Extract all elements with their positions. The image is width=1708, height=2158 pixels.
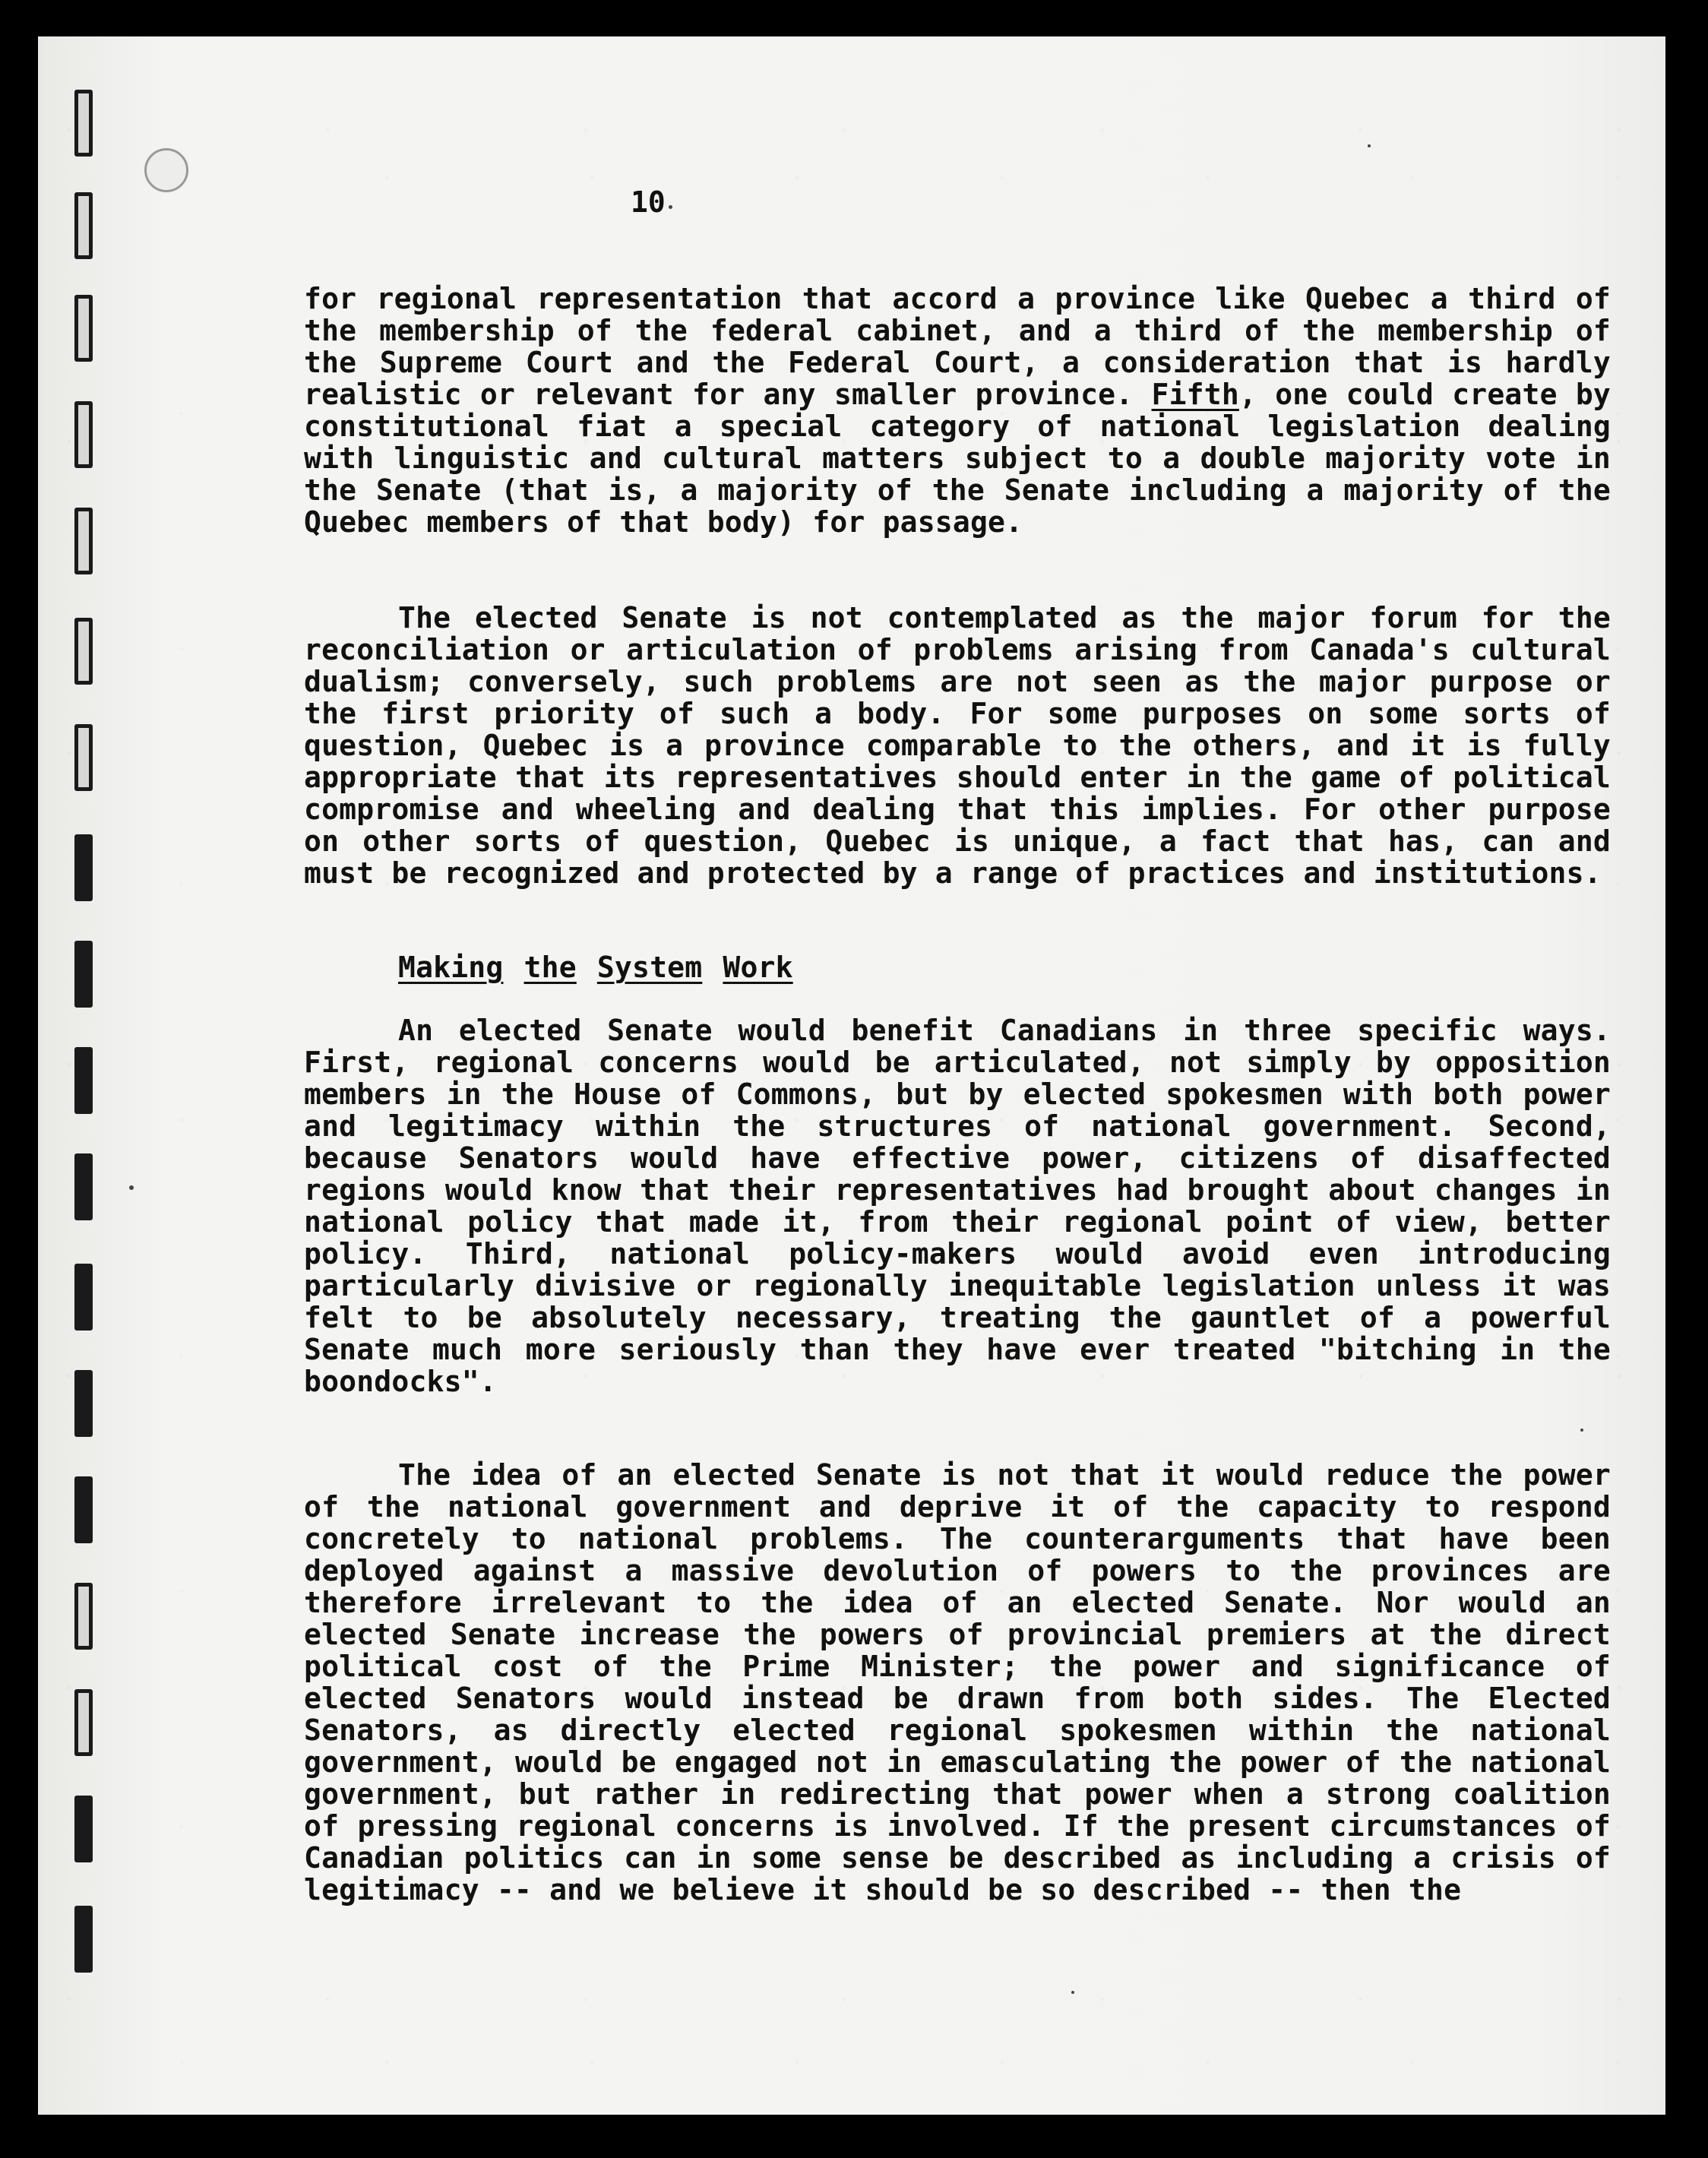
scan-speck: [669, 205, 672, 209]
binder-ring: [74, 1264, 93, 1331]
binder-rings: [38, 36, 144, 2115]
binder-ring: [74, 1047, 93, 1114]
binder-ring: [74, 1796, 93, 1862]
paragraph-text: for regional representation that accord a province like Quebec a third of the membership of the federal cabinet, and a third of the membership of the Supreme Court and the Federal Court, a consideration that is hardly realistic or relevant for any smaller province.: [304, 282, 1611, 411]
heading-word: Work: [723, 951, 793, 984]
scan-speck: [1368, 144, 1371, 147]
section-heading: [398, 951, 793, 983]
emphasis-fifth: Fifth: [1151, 378, 1239, 411]
scan-speck: [1071, 1991, 1074, 1994]
binder-ring: [74, 1370, 93, 1437]
binder-ring: [74, 90, 93, 157]
heading-word: System: [596, 951, 703, 984]
binder-ring: [74, 192, 93, 259]
paragraph-cultural-dualism: The elected Senate is not contemplated as the major forum for the reconciliation or articulation of problems arising from Canada's cultural dualism; conversely, such problems are not seen as the major purpose or the first priority of such a body. For some purposes on some sorts of question, Quebec is a province comparable to the others, and it is fully appropriate that its representatives should enter in the game of political compromise and wheeling and dealing that this implies. For other purpose on other sorts of question, Quebec is unique, a fact that has, can and must be recognized and protected by a range of practices and institutions.: [304, 601, 1611, 890]
paragraph-regional-representation: [304, 283, 1611, 538]
paragraph-elected-senate-idea: The idea of an elected Senate is not that it would reduce the power of the national government and deprive it of the capacity to respond concretely to national problems. The counterarguments that have been deployed against a massive devolution of powers to the provinces are therefore irrelevant to the idea of an elected Senate. Nor would an elected Senate increase the powers of provincial premiers at the direct political cost of the Prime Minister; the power and significance of elected Senators would instead be drawn from both sides. The Elected Senators, as directly elected regional spokesmen within the national government, would be engaged not in emasculating the power of the national government, but rather in redirecting that power when a strong coalition of pressing regional concerns is involved. If the present circumstances of Canadian politics can in some sense be described as including a crisis of legitimacy -- and we believe it should be so described -- then the: [304, 1458, 1611, 1906]
heading-word: the: [523, 951, 577, 984]
binder-ring: [74, 618, 93, 685]
binder-ring: [74, 724, 93, 791]
binder-ring: [74, 1476, 93, 1543]
binder-ring: [74, 401, 93, 468]
page-number: 10: [631, 185, 666, 219]
binder-ring: [74, 941, 93, 1008]
punch-hole: [144, 148, 188, 192]
binder-ring: [74, 834, 93, 901]
binder-ring: [74, 295, 93, 362]
binder-ring: [74, 1689, 93, 1756]
binder-ring: [74, 508, 93, 574]
binder-ring: [74, 1583, 93, 1650]
scan-speck: [129, 1185, 134, 1190]
binder-ring: [74, 1906, 93, 1973]
paragraph-three-benefits: An elected Senate would benefit Canadians in three specific ways. First, regional concerns would be articulated, not simply by opposition members in the House of Commons, but by elected spokesmen with both power and legitimacy within the structures of national government. Second, because Senators would have effective power, citizens of disaffected regions would know that their representatives had brought about changes in national policy that made it, from their regional point of view, better policy. Third, national policy-makers would avoid even introducing particularly divisive or regionally inequitable legislation unless it was felt to be absolutely necessary, treating the gauntlet of a powerful Senate much more seriously than they have ever treated "bitching in the boondocks".: [304, 1014, 1611, 1398]
heading-word: Making: [398, 951, 504, 984]
scan-speck: [1580, 1429, 1583, 1432]
binder-ring: [74, 1153, 93, 1220]
paragraph-text: , one could create by constitutional fiat a special category of national legislation dealing with linguistic and cultural matters subject to a double majority vote in the Senate (that is, a majority of the Senate including a majority of the Quebec members of that body) for passage.: [304, 378, 1612, 539]
